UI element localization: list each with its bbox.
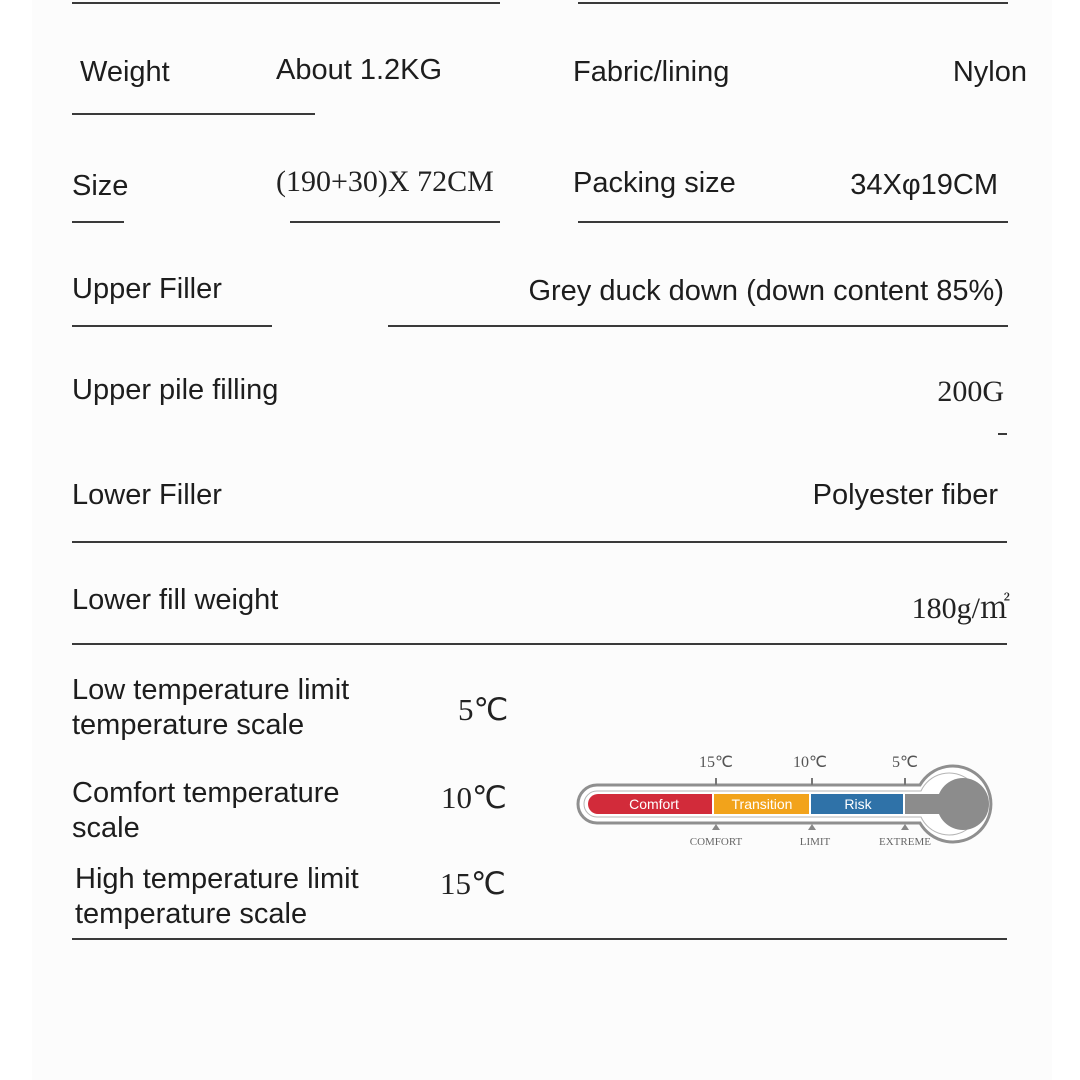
low-temp-label <box>72 673 349 743</box>
weight-divider <box>72 113 315 115</box>
lower-fill-weight-label: Lower fill weight <box>72 584 279 616</box>
low-temp-label-line1: Low temperature limit <box>72 674 350 706</box>
upper-pile-value: 200G <box>937 375 1004 408</box>
marker-label-limit: LIMIT <box>799 836 831 848</box>
upper-pile-label: Upper pile filling <box>72 374 279 406</box>
upper-pile-divider <box>998 433 1007 435</box>
lower-filler-label: Lower Filler <box>72 479 222 511</box>
comfort-temp-label-line2: scale <box>72 812 140 844</box>
lower-fill-weight-divider <box>72 643 1007 645</box>
tick-label-10: 10℃ <box>793 754 827 771</box>
packing-size-label: Packing size <box>573 167 736 199</box>
lower-fill-weight-value: 180g/㎡ <box>911 592 1010 625</box>
marker-arrow-limit <box>808 824 816 830</box>
low-temp-label-line2: temperature scale <box>72 709 305 741</box>
segment-risk-label: Risk <box>844 796 872 812</box>
lower-filler-divider <box>72 541 1007 543</box>
packing-divider <box>578 221 1008 223</box>
tick-label-15: 15℃ <box>699 754 733 771</box>
tick-label-5: 5℃ <box>892 754 918 771</box>
size-divider-b <box>290 221 500 223</box>
high-temp-label <box>75 862 359 932</box>
high-temp-label-line2: temperature scale <box>75 898 308 930</box>
packing-size-value: 34Xφ19CM <box>850 169 998 201</box>
top-divider-left <box>72 2 500 4</box>
fabric-value: Nylon <box>952 56 1027 88</box>
upper-filler-divider-a <box>72 325 272 327</box>
segment-comfort-label: Comfort <box>629 796 679 812</box>
marker-label-extreme: EXTREME <box>879 836 931 848</box>
thermometer-bulb <box>937 778 989 830</box>
size-label: Size <box>72 170 129 202</box>
upper-filler-label: Upper Filler <box>72 273 222 305</box>
comfort-temp-label-line1: Comfort temperature <box>72 777 340 809</box>
size-value: (190+30)X 72CM <box>276 165 494 198</box>
upper-filler-divider-b <box>388 325 1008 327</box>
marker-arrow-comfort <box>712 824 720 830</box>
size-divider-a <box>72 221 124 223</box>
high-temp-label-line1: High temperature limit <box>75 863 359 895</box>
weight-label: Weight <box>80 56 170 88</box>
weight-value: About 1.2KG <box>276 54 443 86</box>
top-divider-right <box>578 2 1008 4</box>
upper-filler-value: Grey duck down (down content 85%) <box>528 275 1004 307</box>
marker-arrow-extreme <box>901 824 909 830</box>
fabric-label: Fabric/lining <box>573 56 730 88</box>
marker-label-comfort: COMFORT <box>689 836 743 848</box>
comfort-temp-value: 10℃ <box>441 780 507 815</box>
temperature-scale-graphic <box>575 745 1015 855</box>
low-temp-value: 5℃ <box>458 692 509 727</box>
segment-comfort-bar-square <box>695 794 712 814</box>
high-temp-value: 15℃ <box>440 866 506 901</box>
lower-filler-value: Polyester fiber <box>812 479 998 511</box>
comfort-temp-label <box>72 776 340 846</box>
segment-transition-label: Transition <box>731 796 793 812</box>
temperature-divider <box>72 938 1007 940</box>
